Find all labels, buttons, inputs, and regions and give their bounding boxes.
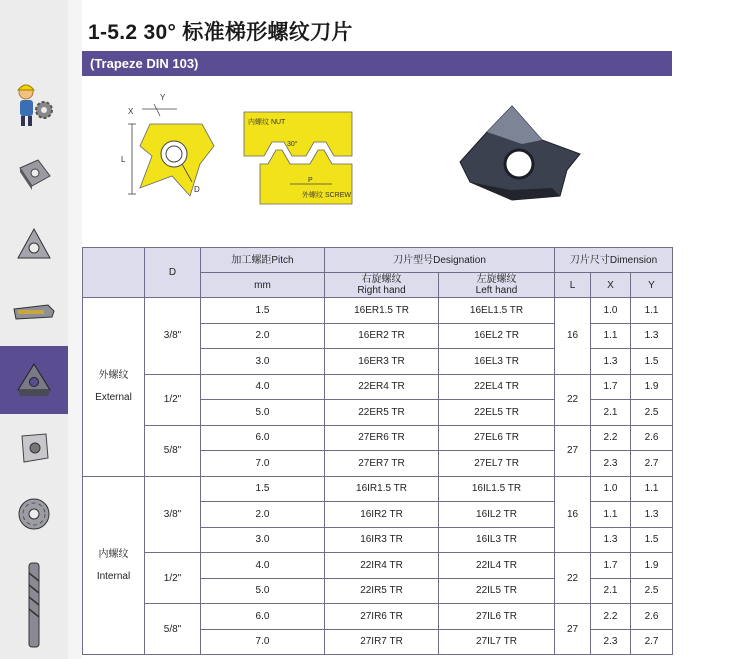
header-pitch-unit: mm	[201, 273, 325, 298]
right-hand-cell: 22ER4 TR	[325, 374, 439, 400]
pitch-cell: 6.0	[201, 425, 325, 451]
table-row	[83, 298, 673, 324]
y-cell: 1.3	[631, 502, 673, 528]
table-row	[83, 425, 673, 451]
x-cell: 1.0	[591, 476, 631, 502]
left-hand-cell: 16EL1.5 TR	[439, 298, 555, 324]
left-hand-cell: 27EL7 TR	[439, 451, 555, 477]
x-cell: 2.1	[591, 578, 631, 604]
size-l: 27	[555, 604, 591, 655]
size-d: 5/8"	[145, 604, 201, 655]
sidebar	[0, 0, 68, 659]
right-hand-cell: 27IR7 TR	[325, 629, 439, 655]
dim-l-label: L	[121, 155, 126, 164]
pitch-cell: 5.0	[201, 578, 325, 604]
y-cell: 2.5	[631, 400, 673, 426]
table-row	[83, 476, 673, 502]
pitch-cell: 7.0	[201, 451, 325, 477]
thread-profile-drawing	[244, 112, 352, 204]
header-left-cn: 左旋螺纹	[476, 274, 517, 285]
group-label	[83, 298, 145, 477]
group-label-cn: 内螺纹	[98, 548, 129, 560]
header-right-cn: 右旋螺纹	[361, 274, 402, 285]
pitch-cell: 2.0	[201, 502, 325, 528]
pitch-label: P	[308, 177, 313, 184]
header-pitch: 加工螺距Pitch	[201, 248, 325, 273]
x-cell: 1.0	[591, 298, 631, 324]
y-cell: 1.9	[631, 374, 673, 400]
round-insert-icon[interactable]	[0, 480, 68, 548]
right-hand-cell: 16ER1.5 TR	[325, 298, 439, 324]
x-cell: 1.7	[591, 374, 631, 400]
pitch-cell: 2.0	[201, 323, 325, 349]
y-cell: 1.3	[631, 323, 673, 349]
pitch-cell: 5.0	[201, 400, 325, 426]
x-cell: 2.1	[591, 400, 631, 426]
dim-d-label: D	[194, 185, 200, 194]
right-hand-cell: 16IR2 TR	[325, 502, 439, 528]
pitch-cell: 3.0	[201, 349, 325, 375]
y-cell: 2.7	[631, 451, 673, 477]
header-right-en: Right hand	[357, 285, 406, 296]
right-hand-cell: 22ER5 TR	[325, 400, 439, 426]
x-cell: 1.1	[591, 323, 631, 349]
end-mill-icon[interactable]	[0, 556, 68, 652]
screw-label: 外螺纹 SCREW	[302, 192, 351, 199]
header-designation: 刀片型号Designation	[325, 248, 555, 273]
angle-label: 30°	[287, 141, 298, 148]
right-hand-cell: 16ER2 TR	[325, 323, 439, 349]
size-l: 27	[555, 425, 591, 476]
dim-y-label: Y	[160, 93, 166, 102]
x-cell: 2.2	[591, 604, 631, 630]
header-left-en: Left hand	[475, 285, 518, 296]
y-cell: 1.9	[631, 553, 673, 579]
pitch-cell: 3.0	[201, 527, 325, 553]
group-label-cn: 外螺纹	[98, 370, 129, 382]
square-hole-insert-icon[interactable]	[0, 414, 68, 482]
right-hand-cell: 16ER3 TR	[325, 349, 439, 375]
header-l: L	[555, 273, 591, 298]
size-d: 5/8"	[145, 425, 201, 476]
x-cell: 1.7	[591, 553, 631, 579]
left-hand-cell: 16EL3 TR	[439, 349, 555, 375]
y-cell: 1.5	[631, 349, 673, 375]
left-hand-cell: 22IL4 TR	[439, 553, 555, 579]
y-cell: 1.1	[631, 298, 673, 324]
size-d: 3/8"	[145, 298, 201, 375]
table-row	[83, 374, 673, 400]
left-hand-cell: 22IL5 TR	[439, 578, 555, 604]
group-label-en: Internal	[96, 570, 131, 582]
x-cell: 1.3	[591, 349, 631, 375]
header-blank-cell	[83, 248, 145, 298]
header-row-1	[83, 248, 673, 273]
left-hand-cell: 16IL3 TR	[439, 527, 555, 553]
right-hand-cell: 27ER6 TR	[325, 425, 439, 451]
right-hand-cell: 16IR3 TR	[325, 527, 439, 553]
section-subtitle-bar: (Trapeze DIN 103)	[82, 51, 672, 76]
pitch-cell: 4.0	[201, 374, 325, 400]
group-label-en: External	[95, 392, 132, 404]
dim-x-label: X	[128, 107, 134, 116]
page-edge	[68, 0, 82, 659]
header-right-hand	[325, 273, 439, 298]
y-cell: 2.6	[631, 425, 673, 451]
triangle-insert-icon[interactable]	[0, 210, 68, 278]
pitch-cell: 7.0	[201, 629, 325, 655]
size-l: 16	[555, 476, 591, 553]
pitch-cell: 1.5	[201, 476, 325, 502]
x-cell: 1.1	[591, 502, 631, 528]
header-d: D	[145, 248, 201, 298]
table-row	[83, 553, 673, 579]
pitch-cell: 1.5	[201, 298, 325, 324]
right-hand-cell: 27ER7 TR	[325, 451, 439, 477]
header-y: Y	[631, 273, 673, 298]
size-l: 16	[555, 298, 591, 375]
diagram-area	[82, 84, 672, 224]
left-hand-cell: 16IL1.5 TR	[439, 476, 555, 502]
x-cell: 2.2	[591, 425, 631, 451]
y-cell: 2.5	[631, 578, 673, 604]
y-cell: 1.5	[631, 527, 673, 553]
grooving-tool-icon[interactable]	[0, 278, 68, 346]
pitch-cell: 6.0	[201, 604, 325, 630]
left-hand-cell: 27IL6 TR	[439, 604, 555, 630]
y-cell: 1.1	[631, 476, 673, 502]
insert-photo	[460, 106, 580, 200]
y-cell: 2.7	[631, 629, 673, 655]
insert-dimension-drawing	[121, 93, 214, 196]
size-l: 22	[555, 553, 591, 604]
size-d: 3/8"	[145, 476, 201, 553]
left-hand-cell: 22EL4 TR	[439, 374, 555, 400]
size-d: 1/2"	[145, 374, 201, 425]
header-left-hand	[439, 273, 555, 298]
thread-insert-icon[interactable]	[0, 346, 68, 414]
left-hand-cell: 27EL6 TR	[439, 425, 555, 451]
nut-label: 内螺纹 NUT	[248, 119, 286, 126]
specification-table	[82, 247, 673, 655]
left-hand-cell: 22EL5 TR	[439, 400, 555, 426]
size-d: 1/2"	[145, 553, 201, 604]
right-hand-cell: 22IR4 TR	[325, 553, 439, 579]
x-cell: 2.3	[591, 629, 631, 655]
x-cell: 2.3	[591, 451, 631, 477]
right-hand-cell: 16IR1.5 TR	[325, 476, 439, 502]
left-hand-cell: 16EL2 TR	[439, 323, 555, 349]
x-cell: 1.3	[591, 527, 631, 553]
y-cell: 2.6	[631, 604, 673, 630]
right-hand-cell: 22IR5 TR	[325, 578, 439, 604]
table-row	[83, 604, 673, 630]
header-x: X	[591, 273, 631, 298]
left-hand-cell: 16IL2 TR	[439, 502, 555, 528]
pitch-cell: 4.0	[201, 553, 325, 579]
page-title: 1-5.2 30° 标准梯形螺纹刀片	[88, 21, 353, 44]
group-label	[83, 476, 145, 655]
square-insert-icon[interactable]	[0, 140, 68, 208]
left-hand-cell: 27IL7 TR	[439, 629, 555, 655]
worker-icon[interactable]	[0, 70, 68, 138]
right-hand-cell: 27IR6 TR	[325, 604, 439, 630]
header-dimension: 刀片尺寸Dimension	[555, 248, 673, 273]
size-l: 22	[555, 374, 591, 425]
